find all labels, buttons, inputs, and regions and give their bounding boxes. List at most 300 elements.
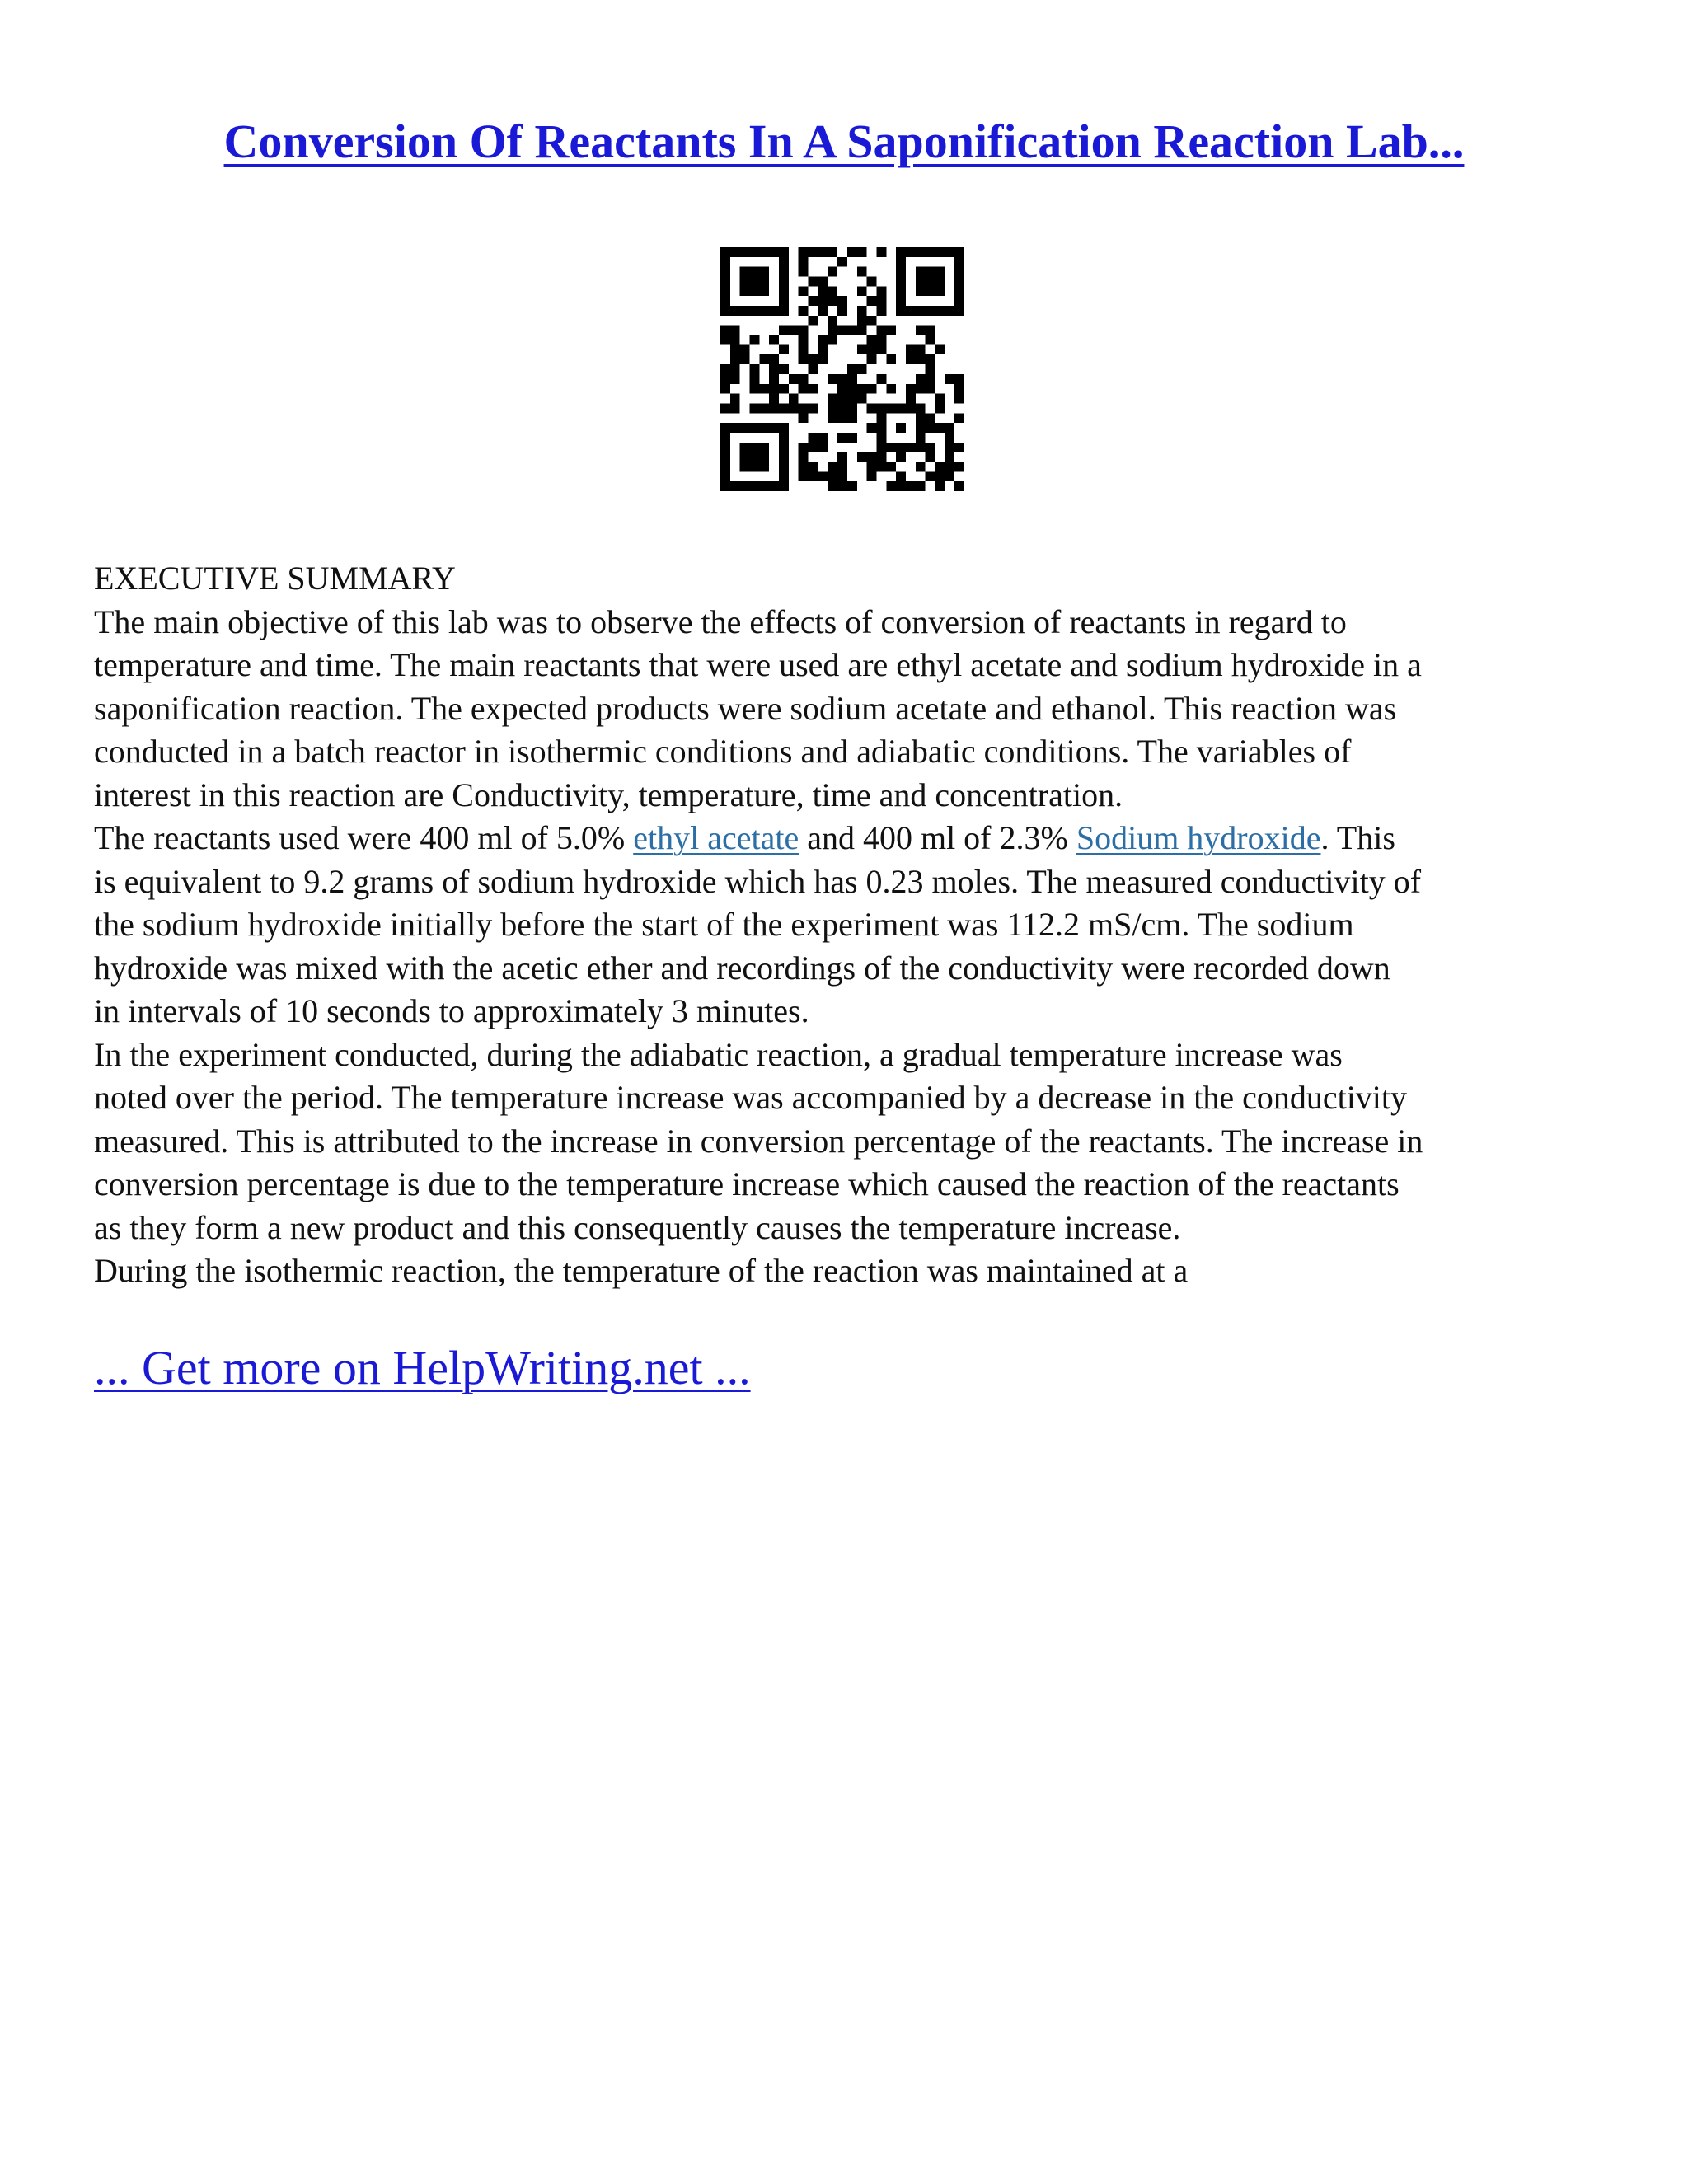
qr-module: [857, 394, 867, 404]
qr-module: [954, 413, 964, 423]
qr-module: [750, 335, 760, 345]
qr-module: [759, 247, 769, 257]
qr-module: [906, 443, 916, 452]
qr-module: [954, 296, 964, 306]
qr-module: [916, 344, 926, 354]
qr-module: [847, 326, 857, 335]
qr-module: [730, 364, 740, 374]
qr-module: [779, 267, 789, 277]
qr-module: [886, 443, 896, 452]
qr-module: [818, 247, 828, 257]
qr-module: [750, 374, 760, 384]
qr-module: [740, 443, 750, 452]
qr-module: [720, 471, 730, 481]
qr-module: [876, 335, 886, 345]
qr-module: [945, 471, 954, 481]
text-line: the sodium hydroxide initially before the start of the experiment was 112.2 mS/cm. The sodium: [94, 906, 1354, 943]
qr-module: [867, 335, 877, 345]
text-segment: The reactants used were 400 ml of 5.0%: [94, 819, 634, 856]
qr-module: [769, 364, 779, 374]
qr-module: [779, 306, 789, 316]
qr-module: [750, 306, 760, 316]
qr-module: [789, 374, 799, 384]
qr-module: [769, 374, 779, 384]
qr-module: [740, 423, 750, 433]
qr-module: [857, 306, 867, 316]
qr-module: [779, 344, 789, 354]
qr-module: [954, 462, 964, 471]
qr-module: [857, 452, 867, 462]
qr-module: [799, 267, 809, 277]
qr-module: [720, 403, 730, 413]
qr-module: [867, 344, 877, 354]
qr-module: [809, 296, 818, 306]
qr-module: [730, 374, 740, 384]
qr-module: [828, 471, 837, 481]
qr-module: [906, 247, 916, 257]
qr-module: [886, 462, 896, 471]
text-line: In the experiment conducted, during the adiabatic reaction, a gradual temperature increase was: [94, 1035, 1343, 1073]
qr-module: [828, 413, 837, 423]
qr-module: [730, 423, 740, 433]
qr-module: [730, 403, 740, 413]
qr-module: [809, 354, 818, 364]
qr-module: [799, 403, 809, 413]
qr-module: [954, 286, 964, 296]
qr-module: [799, 286, 809, 296]
qr-module: [847, 433, 857, 443]
qr-module: [779, 296, 789, 306]
qr-module: [750, 286, 760, 296]
qr-module: [896, 296, 906, 306]
qr-module: [720, 296, 730, 306]
qr-module: [720, 247, 730, 257]
qr-module: [876, 344, 886, 354]
qr-module: [799, 306, 809, 316]
qr-module: [857, 364, 867, 374]
qr-module: [926, 471, 935, 481]
qr-module: [916, 354, 926, 364]
qr-module: [799, 247, 809, 257]
qr-module: [740, 247, 750, 257]
qr-module: [720, 423, 730, 433]
sodium-hydroxide-link[interactable]: Sodium hydroxide: [1076, 819, 1321, 856]
qr-module: [730, 247, 740, 257]
qr-module: [945, 452, 954, 462]
qr-module: [876, 443, 886, 452]
qr-module: [935, 267, 945, 277]
qr-module: [779, 403, 789, 413]
ethyl-acetate-link[interactable]: ethyl acetate: [633, 819, 799, 856]
qr-module: [828, 462, 837, 471]
qr-module: [906, 354, 916, 364]
qr-module: [799, 326, 809, 335]
qr-module: [740, 481, 750, 491]
text-line: is equivalent to 9.2 grams of sodium hydroxide which has 0.23 moles. The measured conductivity of: [94, 862, 1422, 900]
qr-module: [896, 443, 906, 452]
qr-module: [896, 403, 906, 413]
qr-module: [867, 354, 877, 364]
qr-module: [769, 394, 779, 404]
qr-module: [740, 286, 750, 296]
qr-module: [945, 374, 954, 384]
qr-module: [926, 384, 935, 394]
qr-module: [759, 384, 769, 394]
qr-module: [769, 384, 779, 394]
title-container: [0, 114, 1688, 169]
qr-module: [847, 481, 857, 491]
qr-module: [896, 267, 906, 277]
qr-module: [954, 481, 964, 491]
qr-module: [730, 354, 740, 364]
qr-module: [740, 277, 750, 287]
text-line: conversion percentage is due to the temperature increase which caused the reaction of the reactants: [94, 1165, 1400, 1202]
qr-module: [945, 462, 954, 471]
qr-module: [799, 452, 809, 462]
qr-module: [837, 452, 847, 462]
qr-module: [750, 462, 760, 471]
qr-module: [876, 326, 886, 335]
qr-module: [779, 443, 789, 452]
qr-module: [769, 354, 779, 364]
qr-module: [916, 247, 926, 257]
qr-module: [779, 471, 789, 481]
text-line: measured. This is attributed to the increase in conversion percentage of the reactants. The increase in: [94, 1122, 1423, 1160]
qr-module: [799, 354, 809, 364]
qr-module: [837, 374, 847, 384]
qr-module: [750, 267, 760, 277]
qr-module: [935, 247, 945, 257]
qr-module: [799, 471, 809, 481]
qr-module: [720, 433, 730, 443]
qr-module: [759, 481, 769, 491]
qr-module: [818, 354, 828, 364]
qr-module: [828, 335, 837, 345]
text-segment: . This: [1320, 819, 1395, 856]
qr-module: [847, 247, 857, 257]
qr-module: [867, 452, 877, 462]
qr-module: [926, 364, 935, 374]
qr-module: [935, 423, 945, 433]
qr-module: [837, 433, 847, 443]
qr-module: [916, 306, 926, 316]
qr-module: [759, 306, 769, 316]
qr-module: [769, 335, 779, 345]
qr-code: [720, 247, 964, 491]
qr-module: [809, 316, 818, 326]
qr-module: [750, 403, 760, 413]
qr-module: [730, 306, 740, 316]
qr-module: [916, 423, 926, 433]
text-line: as they form a new product and this consequently causes the temperature increase.: [94, 1208, 1181, 1246]
qr-module: [750, 364, 760, 374]
text-line: in intervals of 10 seconds to approximately 3 minutes.: [94, 992, 809, 1029]
qr-module: [740, 452, 750, 462]
qr-module: [916, 443, 926, 452]
qr-module: [935, 286, 945, 296]
qr-module: [847, 403, 857, 413]
qr-module: [720, 277, 730, 287]
text-line: hydroxide was mixed with the acetic ether and recordings of the conductivity were recorded down: [94, 949, 1390, 987]
qr-module: [867, 277, 877, 287]
qr-module: [828, 316, 837, 326]
qr-module: [720, 267, 730, 277]
qr-module: [847, 413, 857, 423]
qr-module: [886, 481, 896, 491]
qr-module: [857, 247, 867, 257]
qr-module: [847, 364, 857, 374]
qr-module: [954, 374, 964, 384]
qr-module: [837, 326, 847, 335]
qr-module: [906, 403, 916, 413]
qr-module: [809, 384, 818, 394]
qr-module: [769, 481, 779, 491]
qr-module: [876, 286, 886, 296]
text-line: interest in this reaction are Conductivity, temperature, time and concentration.: [94, 776, 1123, 813]
page-title-link[interactable]: Conversion Of Reactants In A Saponification Reaction Lab...: [223, 115, 1465, 168]
qr-module: [779, 277, 789, 287]
text-line: saponification reaction. The expected products were sodium acetate and ethanol. This reaction was: [94, 689, 1397, 727]
qr-module: [926, 335, 935, 345]
qr-module: [935, 344, 945, 354]
qr-module: [926, 413, 935, 423]
qr-module: [837, 462, 847, 471]
qr-module: [935, 306, 945, 316]
qr-module: [935, 471, 945, 481]
qr-module: [906, 344, 916, 354]
qr-module: [740, 344, 750, 354]
qr-module: [954, 394, 964, 404]
qr-module: [818, 433, 828, 443]
qr-module: [926, 286, 935, 296]
qr-module: [867, 316, 877, 326]
qr-module: [916, 413, 926, 423]
qr-module: [818, 344, 828, 354]
qr-module: [916, 286, 926, 296]
qr-module: [779, 286, 789, 296]
qr-module: [847, 374, 857, 384]
qr-module: [954, 277, 964, 287]
qr-module: [818, 286, 828, 296]
qr-module: [926, 277, 935, 287]
qr-module: [935, 277, 945, 287]
qr-module: [779, 364, 789, 374]
qr-module: [799, 413, 809, 423]
qr-module: [906, 384, 916, 394]
qr-module: [818, 335, 828, 345]
qr-module: [926, 267, 935, 277]
qr-module: [926, 423, 935, 433]
qr-module: [896, 286, 906, 296]
qr-module: [876, 452, 886, 462]
qr-module: [799, 374, 809, 384]
qr-module: [759, 403, 769, 413]
qr-module: [916, 374, 926, 384]
qr-module: [769, 403, 779, 413]
qr-module: [876, 296, 886, 306]
qr-module: [954, 384, 964, 394]
qr-module: [779, 433, 789, 443]
qr-module: [730, 335, 740, 345]
qr-module: [720, 462, 730, 471]
qr-module: [750, 423, 760, 433]
qr-module: [828, 374, 837, 384]
qr-module: [857, 267, 867, 277]
qr-module: [828, 296, 837, 306]
qr-module: [857, 384, 867, 394]
qr-module: [779, 481, 789, 491]
qr-module: [759, 462, 769, 471]
qr-module: [720, 384, 730, 394]
qr-module: [809, 443, 818, 452]
qr-module: [876, 247, 886, 257]
qr-module: [945, 306, 954, 316]
qr-module: [759, 423, 769, 433]
qr-module: [818, 471, 828, 481]
qr-module: [906, 394, 916, 404]
qr-module: [916, 433, 926, 443]
qr-module: [886, 326, 896, 335]
qr-module: [876, 423, 886, 433]
qr-module: [769, 306, 779, 316]
qr-module: [945, 423, 954, 433]
qr-module: [750, 452, 760, 462]
qr-module: [896, 452, 906, 462]
qr-module: [837, 384, 847, 394]
qr-module: [799, 344, 809, 354]
qr-module: [837, 257, 847, 267]
qr-module: [906, 306, 916, 316]
qr-module: [799, 384, 809, 394]
qr-module: [828, 326, 837, 335]
qr-module: [759, 354, 769, 364]
qr-module: [789, 403, 799, 413]
qr-module: [740, 306, 750, 316]
qr-module: [945, 443, 954, 452]
qr-module: [818, 296, 828, 306]
qr-module: [896, 471, 906, 481]
qr-module: [857, 344, 867, 354]
qr-module: [847, 384, 857, 394]
qr-module: [740, 267, 750, 277]
qr-module: [720, 364, 730, 374]
qr-module: [926, 247, 935, 257]
qr-module: [828, 247, 837, 257]
qr-module: [750, 384, 760, 394]
qr-module: [916, 326, 926, 335]
qr-module: [799, 443, 809, 452]
qr-module: [779, 452, 789, 462]
get-more-link[interactable]: ... Get more on HelpWriting.net ...: [94, 1341, 751, 1394]
qr-module: [789, 326, 799, 335]
qr-module: [818, 277, 828, 287]
qr-module: [837, 471, 847, 481]
qr-module: [750, 277, 760, 287]
qr-module: [896, 423, 906, 433]
qr-module: [799, 335, 809, 345]
qr-module: [857, 326, 867, 335]
qr-module: [935, 462, 945, 471]
qr-module: [926, 306, 935, 316]
text-line: During the isothermic reaction, the temperature of the reaction was maintained at a: [94, 1252, 1189, 1289]
qr-module: [779, 462, 789, 471]
text-line: The main objective of this lab was to observe the effects of conversion of reactants in regard to: [94, 602, 1347, 640]
qr-module: [759, 452, 769, 462]
qr-module: [876, 413, 886, 423]
qr-module: [828, 394, 837, 404]
qr-module: [886, 403, 896, 413]
qr-module: [945, 247, 954, 257]
qr-module: [769, 247, 779, 257]
qr-module: [896, 481, 906, 491]
qr-module: [926, 374, 935, 384]
qr-module: [720, 335, 730, 345]
section-heading: EXECUTIVE SUMMARY: [94, 560, 456, 597]
qr-module: [876, 462, 886, 471]
qr-module: [809, 471, 818, 481]
qr-module: [896, 257, 906, 267]
qr-module: [720, 326, 730, 335]
qr-module: [857, 286, 867, 296]
qr-module: [886, 384, 896, 394]
qr-module: [867, 384, 877, 394]
qr-module: [926, 443, 935, 452]
qr-module: [954, 443, 964, 452]
qr-module: [779, 423, 789, 433]
qr-module: [730, 394, 740, 404]
qr-module: [779, 247, 789, 257]
qr-module: [837, 403, 847, 413]
qr-module: [730, 344, 740, 354]
qr-module: [828, 267, 837, 277]
qr-module: [837, 394, 847, 404]
qr-module: [837, 306, 847, 316]
qr-module: [935, 403, 945, 413]
qr-module: [779, 384, 789, 394]
qr-module: [750, 481, 760, 491]
qr-module: [720, 452, 730, 462]
qr-module: [896, 306, 906, 316]
qr-module: [916, 403, 926, 413]
qr-module: [867, 462, 877, 471]
qr-module: [799, 257, 809, 267]
qr-module: [954, 267, 964, 277]
qr-module: [809, 462, 818, 471]
document-body: [94, 557, 1602, 1293]
text-line: noted over the period. The temperature increase was accompanied by a decrease in the conductivity: [94, 1079, 1408, 1116]
qr-module: [954, 247, 964, 257]
qr-module: [896, 247, 906, 257]
qr-module: [876, 306, 886, 316]
qr-module: [759, 286, 769, 296]
qr-module: [916, 481, 926, 491]
qr-module: [720, 374, 730, 384]
qr-module: [954, 257, 964, 267]
qr-module: [730, 326, 740, 335]
qr-module: [926, 326, 935, 335]
qr-module: [867, 403, 877, 413]
text-segment: and 400 ml of 2.3%: [799, 819, 1076, 856]
qr-module: [837, 413, 847, 423]
qr-module: [779, 326, 789, 335]
qr-module: [916, 267, 926, 277]
qr-module: [818, 306, 828, 316]
qr-module: [916, 277, 926, 287]
qr-module: [750, 443, 760, 452]
qr-module: [759, 443, 769, 452]
qr-module: [935, 481, 945, 491]
qr-module: [818, 443, 828, 452]
